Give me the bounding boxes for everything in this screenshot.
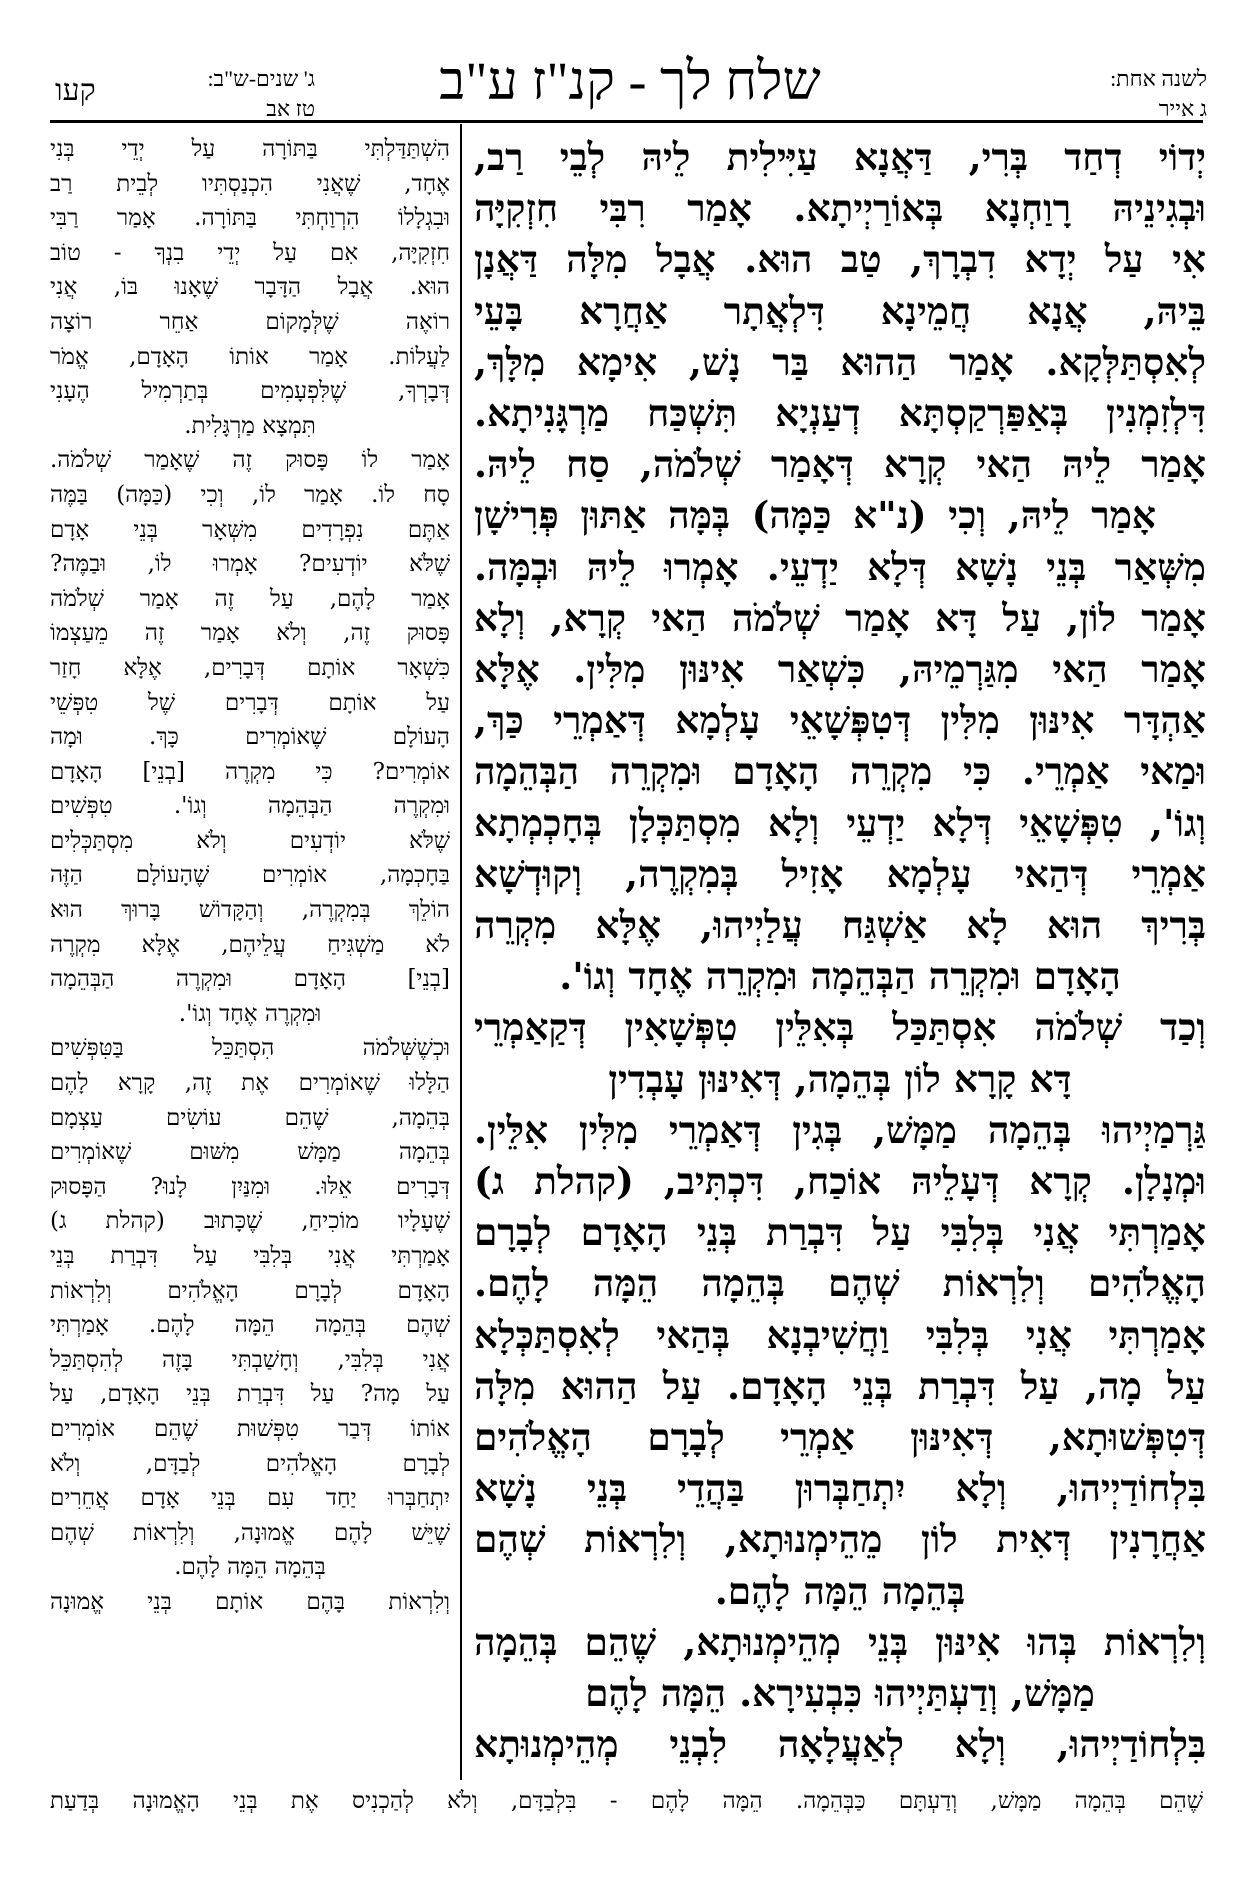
main-line: דְּטִפְּשׁוּתָא, דְּאִינּוּן אַמְרֵי לְבָרָם הָאֱלֹהִים bbox=[474, 1415, 1206, 1460]
side-line: לְבָרָם הָאֱלֹהִים לְבַדָּם, וְלֹא bbox=[50, 1450, 450, 1477]
side-line: [בְנֵי] הָאָדָם וּמִקְרֶה הַבְּהֵמָה bbox=[50, 966, 450, 993]
side-line: בְּהֵמָה מַמָּשׁ מִשּׁוּם שֶׁאוֹמְרִים bbox=[50, 1139, 450, 1166]
side-line: הִשְׁתַּדַּלְתִּי בַּתּוֹרָה עַל יְדֵי בְּנִי bbox=[50, 136, 450, 162]
main-line: וְגוֹ', טִפְּשָׁאֵי דְּלָא יַדְעֵי וְלָא מִסְתַּכְּלָן בְּחָכְמְתָא bbox=[474, 800, 1206, 845]
main-line: בִּלְחוֹדַיְיהוּ, וְלָא לְאַעֲלָאָה לִבְנֵי מְהֵימְנוּתָא bbox=[474, 1722, 1206, 1767]
side-line: סָח לוֹ. אָמַר לוֹ, וְכִי (כַּמָּה) בַּמֶּה bbox=[50, 481, 450, 508]
main-line: דִּלְזִמְנִין בְּאַפַּרְקַסְתָּא דְעַנְיָא תִּשְׁכַּח מַרְגָּנִיתָא. bbox=[474, 391, 1206, 436]
main-line: וּמַאי אַמְרֵי. כִּי מִקְרֵה הָאָדָם וּמִקְרֵה הַבְּהֵמָה bbox=[474, 749, 1206, 794]
side-line: דְּבָרִים אֵלּוּ. וּמִנַּיִן לָנוּ? הַפָּסוּק bbox=[50, 1173, 450, 1200]
side-line: וּבִגְלָלוֹ הִרְוַחְתִּי בַּתּוֹרָה. אָמַר רַבִּי bbox=[50, 205, 450, 232]
main-line: אָמַר לוֹן, עַל דָּא אָמַר שְׁלֹמֹה הַאי קְרָא, וְלָא bbox=[474, 595, 1206, 640]
side-line: אוֹתוֹ דְּבַר טִפְּשׁוּת שֶׁהֵם אוֹמְרִים bbox=[50, 1415, 450, 1442]
main-line: בְּרִיךְ הוּא לָא אַשְׁגַּח עֲלַיְיהוּ, אֶלָּא מִקְרֵה bbox=[474, 903, 1206, 948]
side-line: אֲנִי בְּלִבִּי, וְחָשַׁבְתִּי בָּזֶה לְהִסְתַּכֵּל bbox=[50, 1346, 450, 1373]
side-line: חִזְקִיָּה, אִם עַל יְדֵי בִנְךָ - טוֹב bbox=[50, 239, 450, 266]
schedule-date-one-year: ג אייר bbox=[1158, 96, 1207, 121]
main-line: לְאִסְתַּלְּקָא. אָמַר הַהוּא בַּר נָשׁ, אִימָא מִלָּךְ, bbox=[474, 339, 1206, 384]
reading-schedule-one-year bbox=[967, 64, 1207, 124]
side-line: יִתְחַבְּרוּ יַחַד עִם בְּנֵי אָדָם אֲחֵרִים bbox=[50, 1485, 450, 1512]
main-line: יְדוֹי דְחַד בְּרִי, דַּאֲנָא עַיִּילִית לֵיהּ לְבֵי רַב, bbox=[474, 135, 1206, 179]
side-line: בְּהֵמָה הֵמָּה לָהֶם. bbox=[174, 1554, 326, 1581]
main-line: אָמַרְתִּי אֲנִי בְּלִבִּי וַחֲשִׁיבְנָא בְּהַאי לְאִסְתַּכְּלָא bbox=[474, 1312, 1206, 1357]
side-line: בַּחָכְמָה, אוֹמְרִים שֶׁהָעוֹלָם הַזֶּה bbox=[50, 862, 450, 889]
main-line: אָמַר הַאי מִגַּרְמֵיהּ, כִּשְׁאַר אִינּוּן מִלִּין. אֶלָּא bbox=[474, 647, 1206, 692]
main-line: מִשְּׁאַר בְּנֵי נָשָׁא דְּלָא יַדְעֵי. אָמְרוּ לֵיהּ וּבְמָּה. bbox=[474, 544, 1206, 589]
side-line: אַתֶּם נִפְרָדִים מִשְּׁאָר בְּנֵי אָדָם bbox=[50, 516, 450, 543]
main-line: גַּרְמַיְיהוּ בְּהֵמָה מַמָּשׁ, בְּגִין דְּאַמְרֵי מִלִּין אִלֵּין. bbox=[474, 1107, 1206, 1152]
side-line: אָמַרְתִּי אֲנִי בְּלִבִּי עַל דִּבְרַת בְּנֵי bbox=[50, 1243, 450, 1269]
side-line: הָעוֹלָם שֶׁאוֹמְרִים כָּךְ. וּמָה bbox=[50, 724, 450, 751]
main-line: הָאָדָם וּמִקְרֵה הַבְּהֵמָה וּמִקְרֵה אֶחָד וְגוֹ'. bbox=[559, 954, 1121, 999]
side-line: כִּשְׁאָר אוֹתָם דְּבָרִים, אֶלָּא חָזַר bbox=[50, 654, 450, 681]
continuation-line: שֶׁהֵם בְּהֵמָה מַמָּשׁ, וְדַעְתָּם כַּבְּהֵמָה. הֵמָּה לָהֶם - בִּלְבַדָּם, וְלֹא לְהַכְנִיס אֶת בְּנֵי הָאֱמוּנָה בְּדַעַת bbox=[50, 1788, 1203, 1814]
schedule-label-three-years: ג' שנים-ש"ב: bbox=[207, 66, 315, 91]
main-line: עַל מָה, עַל דִּבְרַת בְּנֵי הָאָדָם. עַל הַהוּא מִלָּה bbox=[474, 1363, 1206, 1408]
side-line: לֹא מַשְׁגִּיחַ עֲלֵיהֶם, אֶלָּא מִקְרֶה bbox=[50, 931, 450, 958]
main-line: אָמַר לֵיהּ, וְכִי (נ"א כַּמָּה) בְּמָּה אַתּוּן פְּרִישָׁן bbox=[474, 493, 1156, 538]
side-line: שֶׁעָלָיו מוֹכִיחַ, שֶׁכָּתוּב (קהלת ג) bbox=[50, 1208, 450, 1235]
schedule-date-three-years: טז אב bbox=[266, 96, 315, 121]
side-line: וּמִקְרֶה הַבְּהֵמָה וְגוֹ'. טִפְּשִׁים bbox=[50, 793, 450, 820]
main-line: אַחֲרָנִין דְּאִית לוֹן מֵהֵימְנוּתָא, וְלִרְאוֹת שְׁהֶם bbox=[474, 1517, 1206, 1562]
side-line: הוֹלֵךְ בְּמִקְרֶה, וְהַקָּדוֹשׁ בָּרוּךְ הוּא bbox=[50, 897, 450, 924]
page-title: שלח לך - קנ"ז ע"ב bbox=[439, 51, 821, 111]
side-line: בְּהֵמָה, שֶׁהֵם עוֹשִׂים עַצְמָם bbox=[50, 1104, 450, 1131]
main-line: בִּלְחוֹדַיְיהוּ, וְלָא יִתְחַבְּרוּן בַּהֲדֵי בְּנֵי נָשָׁא bbox=[474, 1466, 1206, 1511]
side-line: רוֹאֶה שֶׁלְּמָקוֹם אַחֵר רוֹצָה bbox=[50, 308, 450, 335]
side-line: לַעֲלוֹת. אָמַר אוֹתוֹ הָאָדָם, אֱמֹר bbox=[50, 343, 450, 370]
header-divider bbox=[50, 120, 1203, 123]
main-line: בְּהֵמָה הֵמָּה לָהֶם. bbox=[714, 1568, 966, 1613]
column-divider bbox=[460, 124, 462, 1780]
main-line: וְלִרְאוֹת בְּהוּ אִינּוּן בְּנֵי מְהֵימְנוּתָא, שֶׁהֵם בְּהֵמָה bbox=[474, 1619, 1206, 1664]
schedule-label-one-year: לשנה אחת: bbox=[1110, 66, 1207, 91]
side-line: אָמַר לוֹ פָּסוּק זֶה שֶׁאָמַר שְׁלֹמֹה. bbox=[50, 447, 450, 474]
main-line: אָמַרְתִּי אֲנִי בְּלִבִּי עַל דִּבְרַת בְּנֵי הָאָדָם לְבָרָם bbox=[474, 1210, 1206, 1255]
main-line: וְכַד שְׁלֹמֹה אִסְתַּכַּל בְּאִלֵּין טִפְּשָׁאִין דְּקַאַמְרֵי bbox=[474, 1005, 1206, 1050]
side-line: עַל מָה? עַל דִּבְרַת בְּנֵי הָאָדָם, עַל bbox=[50, 1381, 450, 1408]
main-line: אִי עַל יְדָא דִבְרָךְ, טַב הוּא. אֲבָל מִלָּה דַּאֲנָן bbox=[474, 237, 1206, 282]
reading-schedule-three-years bbox=[135, 64, 315, 124]
side-line: עַל אוֹתָם דְּבָרִים שֶׁל טִפְּשֵׁי bbox=[50, 689, 450, 716]
side-line: הַלָּלוּ שֶׁאוֹמְרִים אֶת זֶה, קָרָא לָהֶם bbox=[50, 1070, 450, 1097]
main-line: הָאֱלֹהִים וְלִרְאוֹת שְׁהֶם בְּהֵמָה הֵמָּה לָהֶם. bbox=[474, 1261, 1206, 1306]
main-line: אַהְדָּר אִינּוּן מִלִּין דְּטִפְּשָׁאֵי עָלְמָא דְּאַמְרֵי כַּךְ, bbox=[474, 698, 1206, 743]
main-line: אַמְרֵי דְּהַאי עָלְמָא אָזִיל בְּמִקְרֶה, וְקוּדְשָׁא bbox=[474, 851, 1206, 896]
translation-column bbox=[50, 132, 450, 1620]
side-line: וּמִקְרֶה אֶחָד וְגוֹ'. bbox=[178, 1000, 322, 1027]
side-line: שְׁהֶם בְּהֵמָה הֵמָּה לָהֶם. אָמַרְתִּי bbox=[50, 1312, 450, 1339]
side-line: שֶׁיֵּשׁ לָהֶם אֱמוּנָה, וְלִרְאוֹת שְׁהֶם bbox=[50, 1519, 450, 1546]
side-line: שֶׁלֹּא יוֹדְעִים? אָמְרוּ לוֹ, וּבַמֶּה? bbox=[50, 551, 450, 578]
side-line: וְלִרְאוֹת בָּהֶם אוֹתָם בְּנֵי אֱמוּנָה bbox=[50, 1588, 450, 1615]
side-line: אָמַר לָהֶם, עַל זֶה אָמַר שְׁלֹמֹה bbox=[50, 585, 450, 612]
side-line: תִּמְצָא מַרְגָּלִית. bbox=[184, 412, 316, 439]
main-line: וּמְנָלָן. קְרָא דְּעָלֵיהּ אוֹכַח, דִּכְתִּיב, (קהלת ג) bbox=[474, 1159, 1206, 1204]
side-line: אוֹמְרִים? כִּי מִקְרֶה [בְנֵי] הָאָדָם bbox=[50, 758, 450, 785]
side-line: דְּבָרְךָ, שֶׁלִּפְעָמִים בְּתַרְמִיל הֶעָנִי bbox=[50, 378, 450, 405]
side-line: שֶׁלֹּא יוֹדְעִים וְלֹא מִסְתַּכְּלִים bbox=[50, 827, 450, 854]
main-line: מַמָּשׁ, וְדַעְתַּיְיהוּ כִּבְעִירָא. הֵמָּה לָהֶם bbox=[585, 1671, 1095, 1716]
side-line: וּכְשֶׁשְּׁלֹמֹה הִסְתַּכֵּל בַּטִּפְּשִׁים bbox=[50, 1035, 450, 1062]
side-line: פָּסוּק זֶה, וְלֹא אָמַר זֶה מֵעַצְמוֹ bbox=[50, 620, 450, 647]
main-line: דָּא קָרָא לוֹן בְּהֵמָה, דְּאִינּוּן עָבְדִין bbox=[608, 1056, 1072, 1101]
side-line: הָאָדָם לְבָרָם הָאֱלֹהִים וְלִרְאוֹת bbox=[50, 1277, 450, 1304]
main-line: וּבְגִינֵיהּ רָוַחְנָא בְּאוֹרַיְיתָא. אָמַר רִבִּי חִזְקִיָּה bbox=[474, 186, 1206, 231]
main-line: בֵּיהּ, אֲנָא חֲמֵינָא דִּלְאֲתָר אַחֲרָא בָּעֵי bbox=[474, 288, 1206, 333]
side-line: הוּא. אֲבָל הַדָּבָר שֶׁאָנוּ בּוֹ, אֲנִי bbox=[50, 274, 450, 301]
main-line: אָמַר לֵיהּ הַאי קְרָא דְּאָמַר שְׁלֹמֹה, סַח לֵיהּ. bbox=[474, 442, 1206, 487]
main-text-column bbox=[474, 132, 1206, 1771]
side-line: אֶחָד, שֶׁאֲנִי הִכְנַסְתִּיו לְבֵית רַב bbox=[50, 170, 450, 197]
page-header bbox=[0, 0, 1253, 120]
page-number: קעו bbox=[55, 74, 96, 107]
